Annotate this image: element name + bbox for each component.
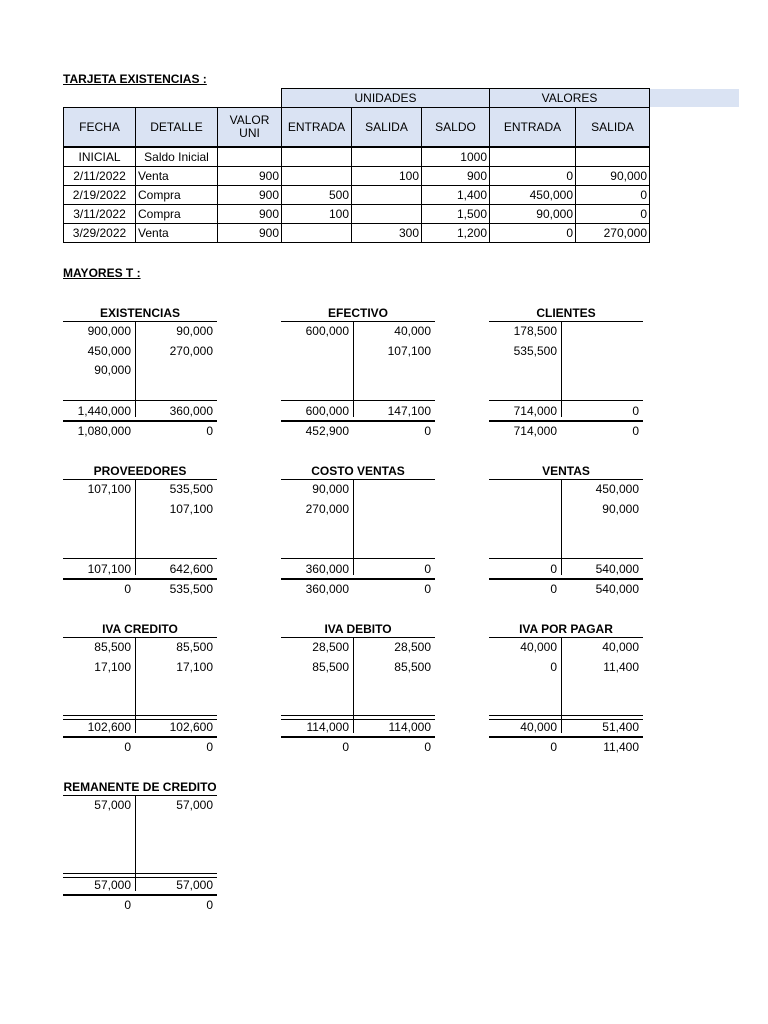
debit-column [63, 322, 131, 381]
credit-column [145, 638, 213, 677]
totals-rule [63, 558, 217, 559]
credit-column [571, 480, 639, 519]
balance-debit: 0 [124, 740, 131, 754]
debit-entry: 535,500 [513, 343, 557, 358]
table-cell: 900 [218, 167, 282, 186]
table-cell: 2/19/2022 [64, 186, 136, 205]
table-cell [352, 186, 422, 205]
column-header: DETALLE [136, 108, 218, 148]
debit-entry: 85,500 [312, 659, 349, 674]
totals-rule [489, 558, 643, 559]
credit-entry: 28,500 [394, 640, 431, 654]
group-header-units: UNIDADES [282, 89, 490, 108]
balance-debit: 360,000 [305, 582, 349, 596]
credit-column [363, 322, 431, 361]
table-cell: 500 [282, 186, 352, 205]
debit-column [281, 480, 349, 519]
table-cell: 900 [218, 205, 282, 224]
header-band-extension [649, 89, 739, 107]
totals-rule [281, 400, 435, 401]
debit-entry: 600,000 [305, 324, 349, 338]
column-header: FECHA [64, 108, 136, 148]
balance-credit: 535,500 [169, 582, 213, 596]
table-cell: 1,500 [422, 205, 490, 224]
table-cell [352, 205, 422, 224]
t-account [63, 463, 217, 601]
balance-debit: 0 [124, 582, 131, 596]
balance-credit: 0 [206, 424, 213, 438]
total-credit: 102,600 [169, 720, 213, 734]
credit-entry: 270,000 [169, 343, 213, 358]
balance-credit: 0 [632, 424, 639, 438]
totals-rule [63, 400, 217, 401]
t-account-name-existencias: EXISTENCIAS [63, 305, 217, 322]
credit-entry: 450,000 [595, 482, 639, 496]
total-credit: 0 [632, 404, 639, 418]
balance-credit: 0 [206, 898, 213, 912]
t-account [281, 621, 435, 759]
total-credit: 114,000 [388, 720, 431, 734]
table-row [64, 167, 650, 186]
debit-entry: 270,000 [305, 501, 349, 516]
credit-entry: 107,100 [387, 343, 431, 358]
table-cell: 2/11/2022 [64, 167, 136, 186]
column-header: ENTRADA [490, 108, 576, 148]
credit-entry: 90,000 [176, 324, 213, 338]
table-cell: Compra [136, 186, 218, 205]
table-row [64, 186, 650, 205]
t-account-divider [135, 479, 136, 575]
balance-debit: 452,900 [305, 424, 349, 438]
balance-credit: 0 [424, 582, 431, 596]
balance-credit: 11,400 [603, 740, 639, 754]
table-row [64, 147, 650, 167]
total-debit: 102,600 [87, 720, 131, 734]
total-credit: 642,600 [169, 562, 213, 576]
credit-entry: 17,100 [176, 659, 213, 674]
table-cell: 450,000 [490, 186, 576, 205]
total-debit: 114,000 [306, 720, 349, 734]
table-cell: 300 [352, 224, 422, 243]
t-account-name-costo-ventas: COSTO VENTAS [281, 463, 435, 480]
debit-entry: 450,000 [87, 343, 131, 358]
t-account-divider [561, 479, 562, 575]
debit-entry: 28,500 [312, 640, 349, 654]
balance-credit: 0 [424, 740, 431, 754]
credit-entry: 57,000 [176, 798, 213, 812]
balance-credit: 540,000 [595, 582, 639, 596]
credit-column [571, 638, 639, 677]
table-cell: Venta [136, 224, 218, 243]
table-cell: 900 [218, 224, 282, 243]
t-account [281, 463, 435, 601]
t-account [489, 305, 643, 443]
table-cell: 900 [218, 186, 282, 205]
totals-rule [489, 400, 643, 401]
table-cell: 0 [576, 205, 650, 224]
total-debit: 107,100 [87, 562, 131, 576]
debit-entry: 107,100 [87, 482, 131, 496]
ledger-title: MAYORES T : [63, 266, 141, 280]
total-debit: 600,000 [305, 404, 349, 418]
table-cell: 100 [282, 205, 352, 224]
t-account-divider [561, 321, 562, 417]
debit-entry: 90,000 [94, 363, 131, 377]
table-cell: 0 [576, 186, 650, 205]
table-cell [282, 147, 352, 167]
t-account [63, 305, 217, 443]
debit-entry: 57,000 [94, 798, 131, 812]
t-account-name-efectivo: EFECTIVO [281, 305, 435, 322]
table-cell: 90,000 [490, 205, 576, 224]
total-debit: 57,000 [94, 878, 131, 892]
table-cell [282, 224, 352, 243]
balance-debit: 0 [124, 898, 131, 912]
t-account-name-iva-por-pagar: IVA POR PAGAR [489, 621, 643, 638]
debit-entry: 85,500 [94, 640, 131, 654]
debit-entry: 40,000 [520, 640, 557, 654]
total-credit: 57,000 [176, 878, 213, 892]
t-account [489, 463, 643, 601]
table-cell: 0 [490, 224, 576, 243]
table-cell [490, 147, 576, 167]
t-account [63, 779, 217, 917]
debit-column [63, 796, 131, 816]
column-header: SALDO [422, 108, 490, 148]
table-cell: Venta [136, 167, 218, 186]
credit-entry: 40,000 [394, 324, 431, 338]
t-account-name-ventas: VENTAS [489, 463, 643, 480]
t-account-divider [353, 479, 354, 575]
table-cell [218, 147, 282, 167]
table-cell: Compra [136, 205, 218, 224]
table-cell: 3/11/2022 [64, 205, 136, 224]
table-cell: 100 [352, 167, 422, 186]
debit-entry: 17,100 [94, 659, 131, 674]
balance-credit: 0 [206, 740, 213, 754]
credit-column [145, 796, 213, 816]
t-account-name-iva-debito: IVA DEBITO [281, 621, 435, 638]
credit-entry: 535,500 [169, 482, 213, 496]
debit-column [489, 638, 557, 677]
credit-entry: 11,400 [603, 659, 639, 674]
table-row [64, 205, 650, 224]
table-row [64, 224, 650, 243]
table-cell: 1,400 [422, 186, 490, 205]
total-credit: 0 [424, 562, 431, 576]
credit-entry: 85,500 [394, 659, 431, 674]
t-account-divider [353, 321, 354, 417]
column-header: SALIDA [576, 108, 650, 148]
column-header: ENTRADA [282, 108, 352, 148]
t-account [281, 305, 435, 443]
t-account [489, 621, 643, 759]
t-account-divider [135, 321, 136, 417]
t-account [63, 621, 217, 759]
table-cell: 900 [422, 167, 490, 186]
totals-rule [281, 558, 435, 559]
column-header: VALOR UNI [218, 108, 282, 148]
total-debit: 360,000 [305, 562, 349, 576]
debit-column [281, 638, 349, 677]
credit-entry: 107,100 [169, 501, 213, 516]
table-cell: 3/29/2022 [64, 224, 136, 243]
debit-column [489, 322, 557, 361]
total-credit: 540,000 [595, 562, 639, 576]
balance-debit: 1,080,000 [77, 424, 131, 438]
t-account-name-iva-credito: IVA CREDITO [63, 621, 217, 638]
table-cell: 1,200 [422, 224, 490, 243]
table-cell: 0 [490, 167, 576, 186]
credit-column [363, 638, 431, 677]
total-debit: 40,000 [520, 720, 557, 734]
debit-column [63, 480, 131, 500]
credit-entry: 90,000 [602, 501, 639, 516]
table-cell: Saldo Inicial [136, 147, 218, 167]
debit-entry: 900,000 [87, 324, 131, 338]
balance-credit: 0 [424, 424, 431, 438]
t-account-name-proveedores: PROVEEDORES [63, 463, 217, 480]
total-credit: 51,400 [602, 720, 639, 734]
balance-debit: 0 [342, 740, 349, 754]
debit-column [281, 322, 349, 342]
debit-entry: 178,500 [513, 324, 557, 338]
debit-column [63, 638, 131, 677]
balance-debit: 0 [550, 740, 557, 754]
t-account-name-remanente-de-credito: REMANENTE DE CREDITO [63, 780, 217, 794]
table-cell: 90,000 [576, 167, 650, 186]
table-cell [576, 147, 650, 167]
debit-entry: 0 [550, 659, 557, 674]
total-credit: 360,000 [169, 404, 213, 418]
group-header-values: VALORES [490, 89, 650, 108]
table-cell [352, 147, 422, 167]
table-cell: 270,000 [576, 224, 650, 243]
inventory-card-table [63, 88, 650, 243]
total-debit: 0 [550, 562, 557, 576]
total-credit: 147,100 [387, 404, 431, 418]
balance-debit: 0 [550, 582, 557, 596]
total-debit: 1,440,000 [77, 404, 131, 418]
table-cell: 1000 [422, 147, 490, 167]
table-cell [282, 167, 352, 186]
card-title: TARJETA EXISTENCIAS : [63, 72, 207, 86]
credit-entry: 85,500 [176, 640, 213, 654]
credit-entry: 40,000 [602, 640, 639, 654]
credit-column [145, 322, 213, 361]
total-debit: 714,000 [513, 404, 557, 418]
balance-debit: 714,000 [513, 424, 557, 438]
credit-column [145, 480, 213, 519]
table-cell: INICIAL [64, 147, 136, 167]
t-account-name-clientes: CLIENTES [489, 305, 643, 322]
column-header: SALIDA [352, 108, 422, 148]
debit-entry: 90,000 [312, 482, 349, 496]
